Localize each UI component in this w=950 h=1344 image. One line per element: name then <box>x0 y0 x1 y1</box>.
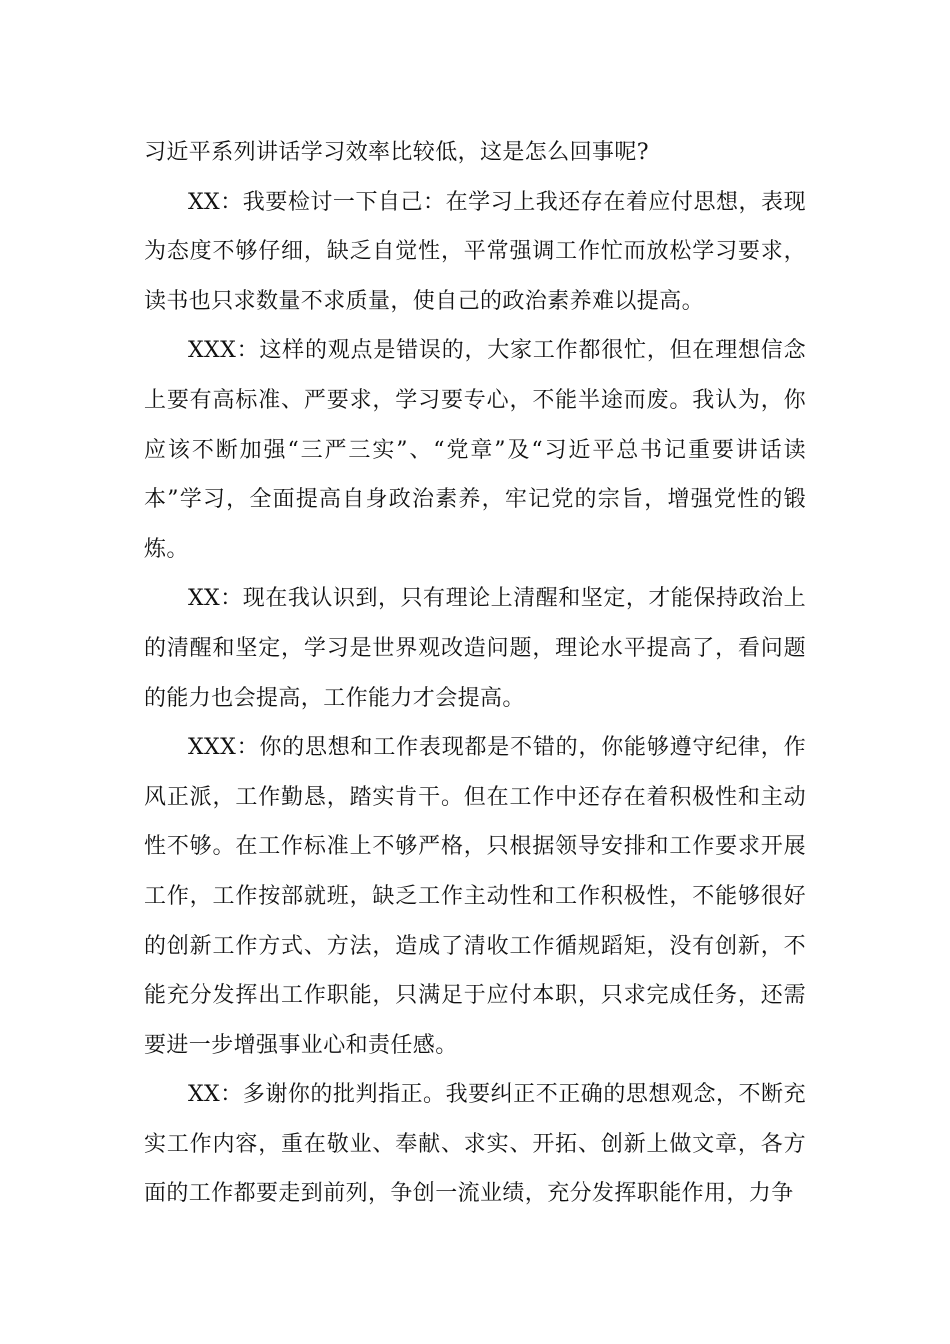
paragraph-xxx-critique: XXX：这样的观点是错误的，大家工作都很忙，但在理想信念上要有高标准、严要求，学习要专心，不能半途而废。我认为，你应该不断加强“三严三实”、“党章”及“习近平总书记重要讲话读本”学习，全面提高自身政治素养，牢记党的宗旨，增强党性的锻炼。 <box>144 338 806 562</box>
paragraph-continuation: 习近平系列讲话学习效率比较低，这是怎么回事呢? <box>144 140 649 165</box>
paragraph-xxx-evaluation: XXX：你的思想和工作表现都是不错的，你能够遵守纪律，作风正派，工作勤恳，踏实肯干。但在工作中还存在着积极性和主动性不够。在工作标准上不够严格，只根据领导安排和工作要求开展工作，工作按部就班，缺乏工作主动性和工作积极性，不能够很好的创新工作方式、方法，造成了清收工作循规蹈矩，没有创新，不能充分发挥出工作职能，只满足于应付本职，只求完成任务，还需要进一步增强事业心和责任感。 <box>144 735 806 1058</box>
document-body <box>144 128 806 1219</box>
paragraph-xx-self-review: XX：我要检讨一下自己：在学习上我还存在着应付思想，表现为态度不够仔细，缺乏自觉性，平常强调工作忙而放松学习要求，读书也只求数量不求质量，使自己的政治素养难以提高。 <box>144 189 806 314</box>
paragraph-xx-realization: XX：现在我认识到，只有理论上清醒和坚定，才能保持政治上的清醒和坚定，学习是世界观改造问题，理论水平提高了，看问题的能力也会提高，工作能力才会提高。 <box>144 586 806 711</box>
paragraph-xx-response: XX：多谢你的批判指正。我要纠正不正确的思想观念，不断充实工作内容，重在敬业、奉献、求实、开拓、创新上做文章，各方面的工作都要走到前列，争创一流业绩，充分发挥职能作用，力争 <box>144 1082 806 1207</box>
